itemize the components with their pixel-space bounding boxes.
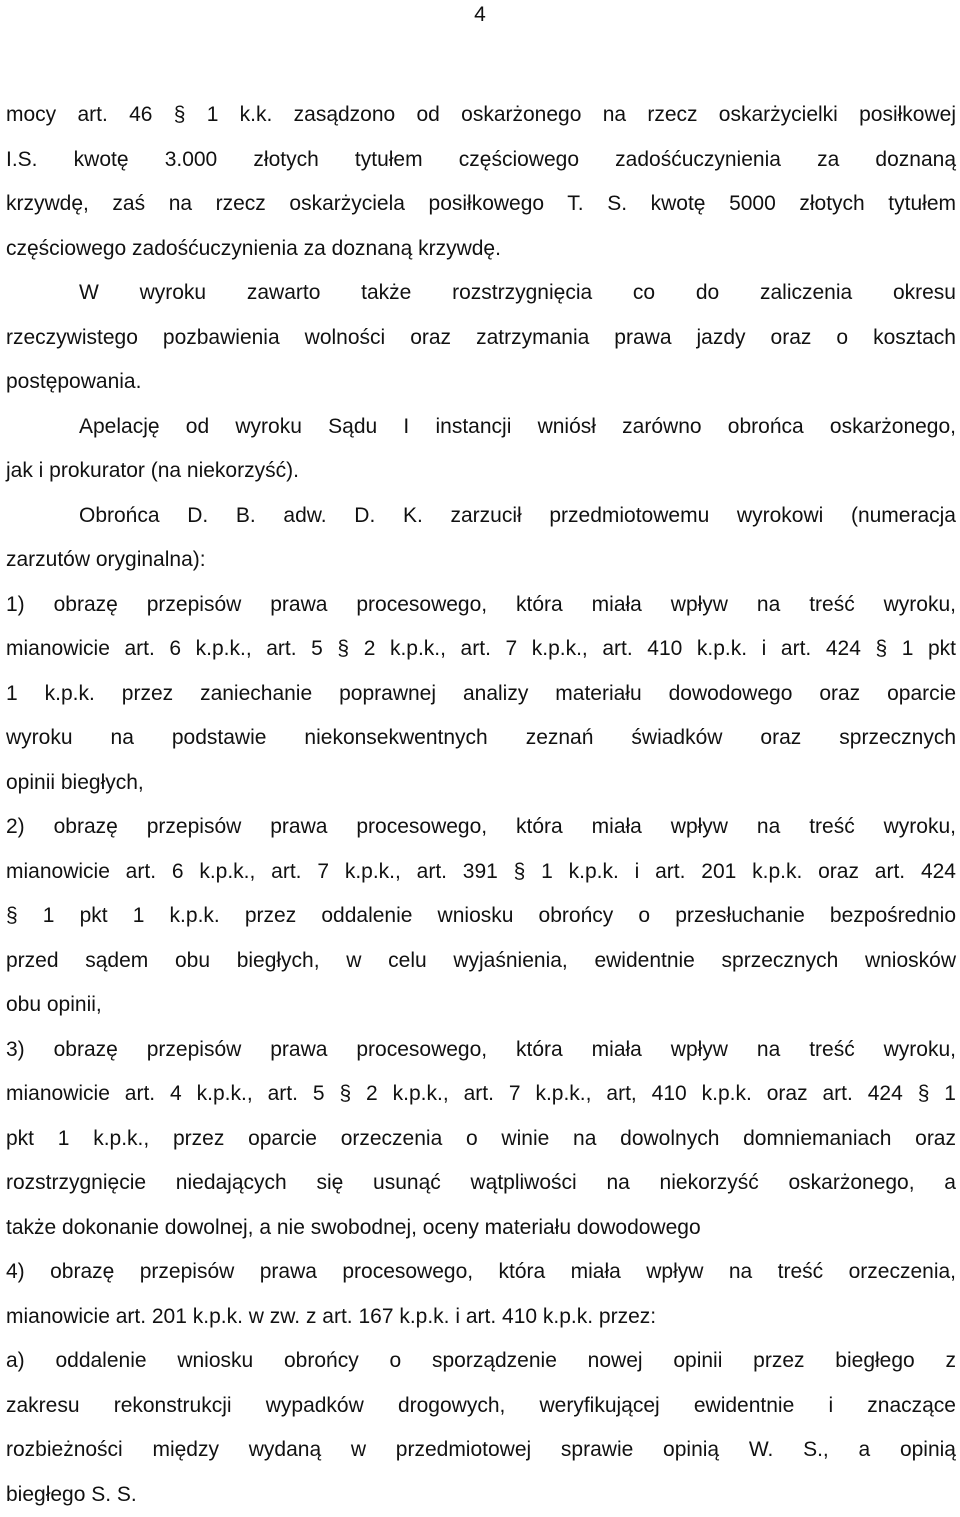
text-line: rozbieżności między wydaną w przedmiotowej sprawie opinią W. S., a opinią [6,1428,956,1473]
text-line: 4) obrazę przepisów prawa procesowego, która miała wpływ na treść orzeczenia, [6,1250,956,1295]
text-line: pkt 1 k.p.k., przez oparcie orzeczenia o winie na dowolnych domniemaniach oraz [6,1117,956,1162]
text-line: mocy art. 46 § 1 k.k. zasądzono od oskarżonego na rzecz oskarżycielki posiłkowej [6,93,956,138]
text-line: zakresu rekonstrukcji wypadków drogowych, weryfikującej ewidentnie i znaczące [6,1384,956,1429]
text-line: obu opinii, [6,983,956,1028]
page-number: 4 [0,2,960,28]
text-line: mianowicie art. 201 k.p.k. w zw. z art. 167 k.p.k. i art. 410 k.p.k. przez: [6,1295,956,1340]
text-line: mianowicie art. 6 k.p.k., art. 7 k.p.k., art. 391 § 1 k.p.k. i art. 201 k.p.k. oraz art. 424 [6,850,956,895]
text-line: przed sądem obu biegłych, w celu wyjaśnienia, ewidentnie sprzecznych wniosków [6,939,956,984]
text-line: krzywdę, zaś na rzecz oskarżyciela posiłkowego T. S. kwotę 5000 złotych tytułem [6,182,956,227]
text-line: I.S. kwotę 3.000 złotych tytułem częściowego zadośćuczynienia za doznaną [6,138,956,183]
text-line: 1) obrazę przepisów prawa procesowego, która miała wpływ na treść wyroku, [6,583,956,628]
text-line: a) oddalenie wniosku obrońcy o sporządzenie nowej opinii przez biegłego z [6,1339,956,1384]
text-line: wyroku na podstawie niekonsekwentnych zeznań świadków oraz sprzecznych [6,716,956,761]
text-line: § 1 pkt 1 k.p.k. przez oddalenie wniosku obrońcy o przesłuchanie bezpośrednio [6,894,956,939]
text-line: Apelację od wyroku Sądu I instancji wniósł zarówno obrońca oskarżonego, [6,405,956,450]
text-line: mianowicie art. 6 k.p.k., art. 5 § 2 k.p.k., art. 7 k.p.k., art. 410 k.p.k. i art. 424 § 1 pkt [6,627,956,672]
text-line: biegłego S. S. [6,1473,956,1517]
text-line: częściowego zadośćuczynienia za doznaną krzywdę. [6,227,956,272]
text-line: 3) obrazę przepisów prawa procesowego, która miała wpływ na treść wyroku, [6,1028,956,1073]
text-line: zarzutów oryginalna): [6,538,956,583]
text-line: 2) obrazę przepisów prawa procesowego, która miała wpływ na treść wyroku, [6,805,956,850]
text-line: rzeczywistego pozbawienia wolności oraz zatrzymania prawa jazdy oraz o kosztach [6,316,956,361]
text-line: postępowania. [6,360,956,405]
text-line: W wyroku zawarto także rozstrzygnięcia co do zaliczenia okresu [6,271,956,316]
text-line: 1 k.p.k. przez zaniechanie poprawnej analizy materiału dowodowego oraz oparcie [6,672,956,717]
text-line: opinii biegłych, [6,761,956,806]
text-line: rozstrzygnięcie niedających się usunąć wątpliwości na niekorzyść oskarżonego, a [6,1161,956,1206]
text-line: Obrońca D. B. adw. D. K. zarzucił przedmiotowemu wyrokowi (numeracja [6,494,956,539]
text-line: mianowicie art. 4 k.p.k., art. 5 § 2 k.p.k., art. 7 k.p.k., art, 410 k.p.k. oraz art. 424 § 1 [6,1072,956,1117]
text-line: także dokonanie dowolnej, a nie swobodnej, oceny materiału dowodowego [6,1206,956,1251]
document-body [6,93,956,1517]
text-line: jak i prokurator (na niekorzyść). [6,449,956,494]
